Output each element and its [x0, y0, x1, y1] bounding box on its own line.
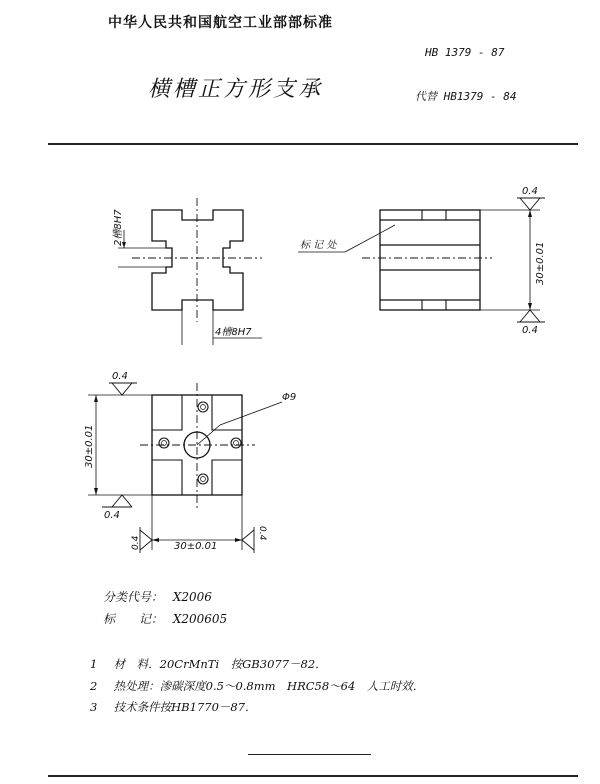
mark-value: X200605 — [172, 612, 228, 626]
tolerance-left-small: 0.4 — [131, 535, 141, 550]
side-view — [298, 186, 546, 336]
footer-divider — [48, 775, 578, 777]
mark-label: 标 记： — [103, 612, 164, 626]
dimension-bottom-width: 30±0.01 — [174, 541, 218, 552]
standard-title: 中华人民共和国航空工业部部标准 — [108, 15, 333, 31]
tolerance-bottom-right: 0.4 — [522, 325, 538, 336]
dimension-left-height: 30±0.01 — [84, 424, 95, 468]
class-code-value: X2006 — [172, 590, 212, 604]
tolerance-top-left: 0.4 — [112, 371, 128, 382]
note-text: 材 料．20CrMnTi 按GB3077－82． — [113, 657, 327, 671]
note-item — [90, 656, 327, 672]
marking-label: 标 记 处 — [300, 240, 337, 251]
standard-code: HB 1379 - 87 — [425, 46, 505, 59]
note-number: 3 — [90, 700, 98, 714]
tolerance-right-small: 0.4 — [257, 526, 267, 541]
dimension-right-height: 30±0.01 — [535, 241, 546, 285]
tolerance-top-right: 0.4 — [522, 186, 538, 197]
note-item — [90, 699, 257, 715]
end-mark-line — [248, 754, 371, 755]
note-text: 热处理：渗碳深度0.5～0.8mm HRC58～64 人工时效． — [113, 679, 425, 693]
class-code-row — [103, 588, 212, 605]
note-text: 技术条件按HB1770－87． — [113, 700, 257, 714]
top-view — [84, 371, 296, 553]
diameter-label: Φ9 — [282, 392, 297, 403]
note-number: 1 — [90, 657, 98, 671]
class-code-label: 分类代号： — [103, 590, 164, 604]
document-title: 横槽正方形支承 — [148, 77, 324, 102]
replaces-note: 代替 HB1379 - 84 — [415, 90, 517, 103]
mark-row — [103, 610, 227, 627]
note-number: 2 — [90, 679, 98, 693]
slot-label-2: 2槽8H7 — [113, 209, 124, 246]
front-view — [112, 198, 262, 345]
tolerance-bottom-left: 0.4 — [104, 510, 120, 521]
note-item — [90, 678, 424, 694]
slot-label-4: 4槽8H7 — [215, 327, 252, 338]
